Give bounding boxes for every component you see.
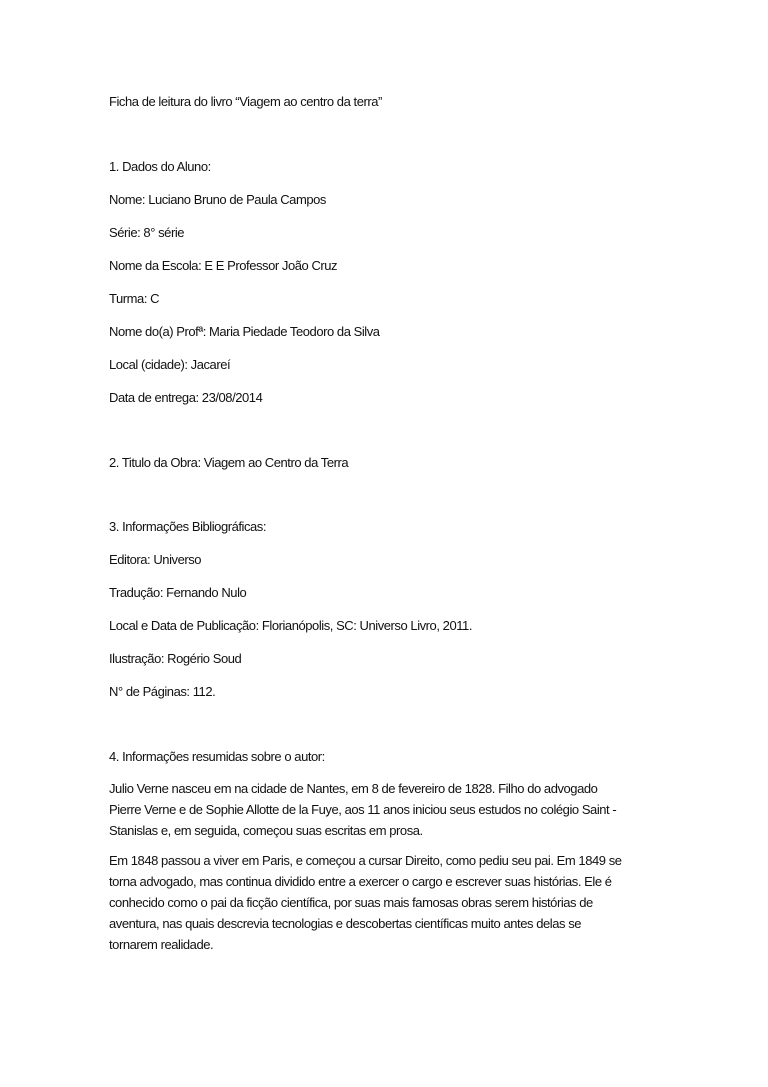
translation: Tradução: Fernando Nulo (109, 585, 247, 600)
publisher: Editora: Universo (109, 552, 202, 567)
author-paragraph-1-line: Stanislas e, em seguida, começou suas escritas em prosa. (109, 823, 423, 838)
delivery-date: Data de entrega: 23/08/2014 (109, 390, 263, 405)
class-group: Turma: C (109, 291, 160, 306)
student-grade: Série: 8° série (109, 225, 185, 240)
author-paragraph-2 (109, 850, 654, 955)
author-paragraph-2-line: conhecido como o pai da ficção científica, por suas mais famosas obras serem histórias de (109, 895, 593, 910)
section3-heading: 3. Informações Bibliográficas: (109, 519, 267, 534)
student-name: Nome: Luciano Bruno de Paula Campos (109, 192, 326, 207)
publication-place-date: Local e Data de Publicação: Florianópolis, SC: Universo Livro, 2011. (109, 618, 472, 633)
author-paragraph-1 (109, 778, 654, 841)
author-paragraph-2-line: torna advogado, mas continua dividido entre a exercer o cargo e escrever suas histórias. Ele é (109, 874, 612, 889)
author-paragraph-2-line: tornarem realidade. (109, 937, 214, 952)
section4-heading: 4. Informações resumidas sobre o autor: (109, 749, 325, 764)
city: Local (cidade): Jacareí (109, 357, 231, 372)
illustration: Ilustração: Rogério Soud (109, 651, 242, 666)
author-paragraph-2-line: aventura, nas quais descrevia tecnologias e descobertas científicas muito antes delas se (109, 916, 582, 931)
author-paragraph-1-line: Pierre Verne e de Sophie Allotte de la Fuye, aos 11 anos iniciou seus estudos no colégio Saint - (109, 802, 617, 817)
author-paragraph-1-line: Julio Verne nasceu em na cidade de Nantes, em 8 de fevereiro de 1828. Filho do advogado (109, 781, 598, 796)
section1-heading: 1. Dados do Aluno: (109, 159, 211, 174)
school-name: Nome da Escola: E E Professor João Cruz (109, 258, 338, 273)
section2-heading: 2. Titulo da Obra: Viagem ao Centro da Terra (109, 455, 349, 470)
teacher-name: Nome do(a) Profª: Maria Piedade Teodoro da Silva (109, 324, 380, 339)
author-paragraph-2-line: Em 1848 passou a viver em Paris, e começou a cursar Direito, como pediu seu pai. Em 1849 se (109, 853, 622, 868)
page-count: N° de Páginas: 112. (109, 684, 216, 699)
document-title: Ficha de leitura do livro “Viagem ao centro da terra” (109, 94, 382, 109)
